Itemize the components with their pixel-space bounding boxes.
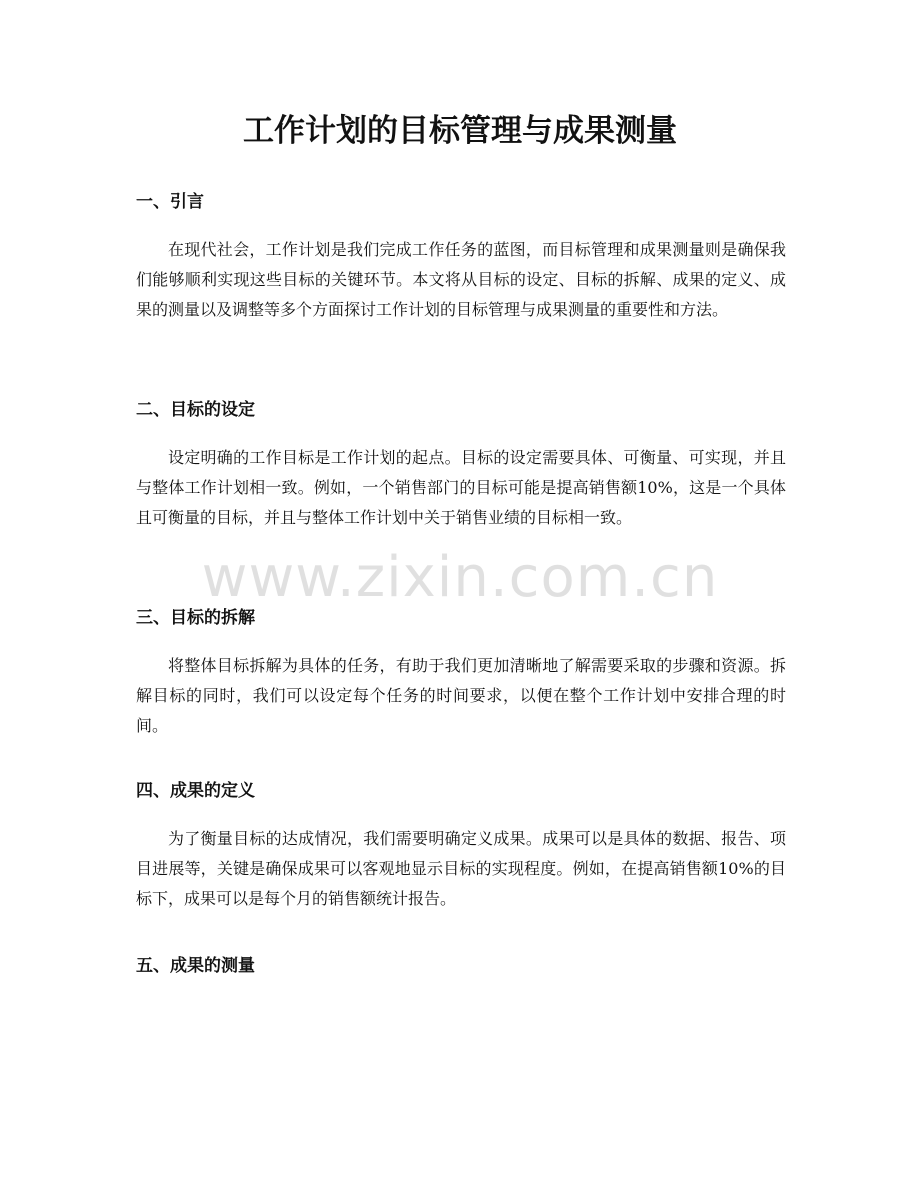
document-title: 工作计划的目标管理与成果测量 — [243, 113, 677, 149]
section-heading-goal-breakdown: 三、目标的拆解 — [136, 608, 255, 628]
section-heading-goal-setting: 二、目标的设定 — [136, 400, 255, 420]
section-body-outcome-definition: 为了衡量目标的达成情况，我们需要明确定义成果。成果可以是具体的数据、报告、项目进展等，关键是确保成果可以客观地显示目标的实现程度。例如，在提高销售额10%的目标下，成果可以是每个月的销售额统计报告。 — [136, 829, 786, 908]
section-heading-outcome-definition: 四、成果的定义 — [136, 781, 255, 801]
section-body-goal-breakdown: 将整体目标拆解为具体的任务，有助于我们更加清晰地了解需要采取的步骤和资源。拆解目标的同时，我们可以设定每个任务的时间要求，以便在整个工作计划中安排合理的时间。 — [136, 656, 786, 735]
section-body-introduction: 在现代社会，工作计划是我们完成工作任务的蓝图，而目标管理和成果测量则是确保我们能够顺利实现这些目标的关键环节。本文将从目标的设定、目标的拆解、成果的定义、成果的测量以及调整等多个方面探讨工作计划的目标管理与成果测量的重要性和方法。 — [136, 240, 786, 319]
section-heading-outcome-measurement: 五、成果的测量 — [136, 956, 255, 976]
section-body-goal-setting: 设定明确的工作目标是工作计划的起点。目标的设定需要具体、可衡量、可实现，并且与整体工作计划相一致。例如，一个销售部门的目标可能是提高销售额10%，这是一个具体且可衡量的目标，并且与整体工作计划中关于销售业绩的目标相一致。 — [136, 448, 786, 527]
watermark: www.zixin.com.cn — [201, 545, 719, 610]
section-heading-introduction: 一、引言 — [136, 192, 204, 212]
